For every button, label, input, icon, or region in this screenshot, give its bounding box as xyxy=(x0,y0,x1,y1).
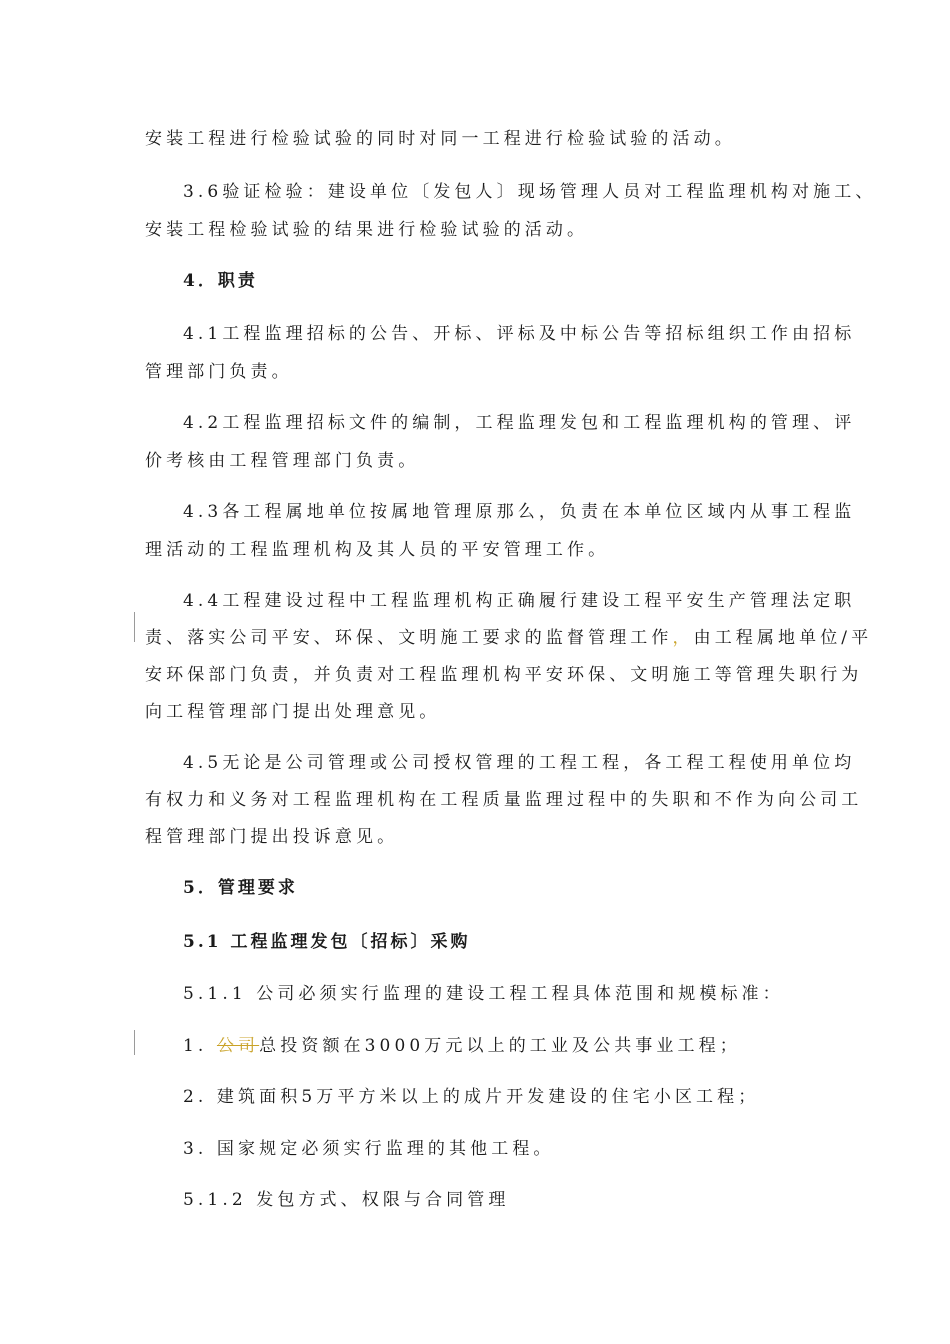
paragraph-line: 4.1工程监理招标的公告、开标、评标及中标公告等招标组织工作由招标 xyxy=(183,324,856,344)
text-run: 责、落实公司平安、环保、文明施工要求的监督管理工作 xyxy=(145,628,673,648)
text-run: 总投资额在3000万元以上的工业及公共事业工程； xyxy=(259,1036,741,1056)
change-bar xyxy=(134,612,135,642)
paragraph-line: 3.6验证检验：建设单位〔发包人〕现场管理人员对工程监理机构对施工、 xyxy=(183,182,877,202)
paragraph-line: 4.5无论是公司管理或公司授权管理的工程工程，各工程工程使用单位均 xyxy=(183,753,856,773)
list-item: 3. 国家规定必须实行监理的其他工程。 xyxy=(183,1139,555,1159)
paragraph-line: 向工程管理部门提出处理意见。 xyxy=(145,702,441,722)
change-bar xyxy=(134,1030,135,1055)
text-run: 由工程属地单位/平 xyxy=(693,628,873,648)
paragraph-line: 5.1.2 发包方式、权限与合同管理 xyxy=(183,1190,510,1210)
section-heading: 5．管理要求 xyxy=(183,878,298,898)
list-number: 1. xyxy=(183,1036,217,1056)
paragraph-line: 安环保部门负责，并负责对工程监理机构平安环保、文明施工等管理失职行为 xyxy=(145,665,863,685)
paragraph-line: 4.4工程建设过程中工程监理机构正确履行建设工程平安生产管理法定职 xyxy=(183,591,856,611)
subsection-heading: 5.1 工程监理发包〔招标〕采购 xyxy=(183,932,471,952)
list-item: 2. 建筑面积5万平方米以上的成片开发建设的住宅小区工程； xyxy=(183,1087,760,1107)
paragraph-line: 价考核由工程管理部门负责。 xyxy=(145,451,420,471)
section-heading: 4．职责 xyxy=(183,271,258,291)
deleted-text: 公司 xyxy=(216,1036,260,1056)
list-item xyxy=(183,1035,741,1057)
paragraph-line xyxy=(145,627,872,649)
paragraph-line: 程管理部门提出投诉意见。 xyxy=(145,827,399,847)
paragraph-line: 5.1.1 公司必须实行监理的建设工程工程具体范围和规模标准： xyxy=(183,984,784,1004)
revision-mark: ， xyxy=(672,628,694,648)
paragraph-line: 安装工程进行检验试验的同时对同一工程进行检验试验的活动。 xyxy=(145,129,736,149)
paragraph-line: 管理部门负责。 xyxy=(145,362,293,382)
paragraph-line: 理活动的工程监理机构及其人员的平安管理工作。 xyxy=(145,540,610,560)
paragraph-line: 有权力和义务对工程监理机构在工程质量监理过程中的失职和不作为向公司工 xyxy=(145,790,863,810)
paragraph-line: 4.2工程监理招标文件的编制，工程监理发包和工程监理机构的管理、评 xyxy=(183,413,856,433)
paragraph-line: 安装工程检验试验的结果进行检验试验的活动。 xyxy=(145,220,589,240)
paragraph-line: 4.3各工程属地单位按属地管理原那么，负责在本单位区域内从事工程监 xyxy=(183,502,856,522)
